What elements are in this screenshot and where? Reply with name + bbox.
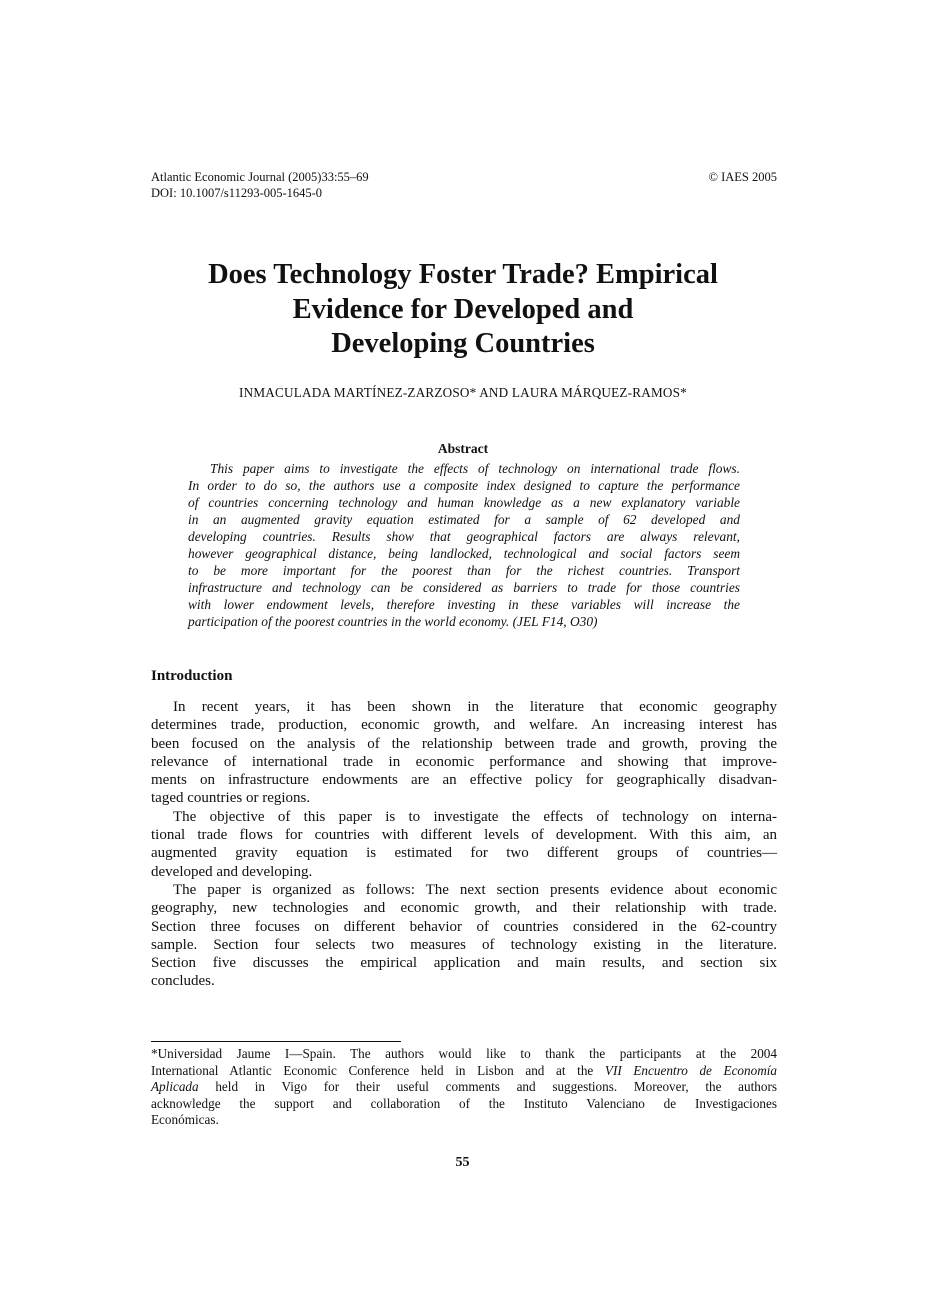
footnote-line: *Universidad Jaume I—Spain. The authors would like to thank the participants at the 2004 [151, 1046, 777, 1061]
section-heading-introduction: Introduction [151, 668, 233, 684]
doi: DOI: 10.1007/s11293-005-1645-0 [151, 186, 323, 200]
body-line: The paper is organized as follows: The next section presents evidence about economic [173, 881, 777, 898]
body-line: developed and developing. [151, 863, 313, 880]
paper-title [120, 258, 806, 362]
abstract-line: of countries concerning technology and human knowledge as a new explanatory variable [188, 495, 740, 510]
body-line: taged countries or regions. [151, 790, 311, 807]
abstract-line: In order to do so, the authors use a composite index designed to capture the performance [188, 478, 740, 493]
abstract-line: participation of the poorest countries in the world economy. (JEL F14, O30) [188, 614, 598, 629]
abstract-heading: Abstract [437, 441, 489, 456]
body-line: sample. Section four selects two measures of technology existing in the literature. [151, 936, 777, 953]
footnote-line: Económicas. [151, 1112, 219, 1127]
body-line: concludes. [151, 973, 215, 990]
body-line: Section three focuses on different behavior of countries considered in the 62-country [151, 918, 777, 935]
footnote-conference-name-cont: Aplicada [151, 1079, 199, 1094]
body-line: augmented gravity equation is estimated for two different groups of countries— [151, 845, 777, 862]
body-line: In recent years, it has been shown in the literature that economic geography [173, 699, 777, 715]
abstract-line: in an augmented gravity equation estimated for a sample of 62 developed and [188, 512, 740, 527]
abstract-line: infrastructure and technology can be considered as barriers to trade for those countries [188, 580, 740, 595]
title-line: Developing Countries [331, 328, 595, 359]
body-line: tional trade flows for countries with different levels of development. With this aim, an [151, 827, 777, 844]
abstract-line: This paper aims to investigate the effects of technology on international trade flows. [210, 461, 740, 476]
footnote-line [151, 1079, 777, 1096]
abstract-line: developing countries. Results show that geographical factors are always relevant, [188, 529, 740, 544]
footnote-text: International Atlantic Economic Conference held in Lisbon and at the [151, 1062, 605, 1078]
abstract-text [188, 460, 740, 630]
footnote-divider [151, 1041, 401, 1042]
abstract-line: to be more important for the poorest than for the richest countries. Transport [188, 563, 740, 578]
body-line: The objective of this paper is to investigate the effects of technology on interna- [173, 808, 777, 825]
journal-citation: Atlantic Economic Journal (2005)33:55–69 [151, 170, 369, 184]
abstract-line: however geographical distance, being landlocked, technological and social factors seem [188, 546, 740, 561]
authors: INMACULADA MARTÍNEZ-ZARZOSO* AND LAURA MÁRQUEZ-RAMOS* [239, 385, 687, 400]
footnote-text: held in Vigo for their useful comments and suggestions. Moreover, the authors [198, 1079, 777, 1094]
footnote-conference-name: VII Encuentro de Economía [604, 1062, 777, 1078]
footnote-line: acknowledge the support and collaboration of the Instituto Valenciano de Investigaciones [151, 1095, 777, 1111]
footnote-line [151, 1063, 777, 1080]
running-head [151, 169, 777, 201]
title-line: Evidence for Developed and [292, 293, 634, 325]
copyright-notice: © IAES 2005 [708, 170, 777, 184]
body-line: been focused on the analysis of the relationship between trade and growth, proving the [151, 735, 777, 752]
body-line: geography, new technologies and economic growth, and their relationship with trade. [151, 900, 777, 917]
body-line: Section five discusses the empirical application and main results, and section six [151, 955, 777, 972]
page-number: 55 [455, 1155, 470, 1170]
title-line: Does Technology Foster Trade? Empirical [208, 259, 718, 290]
abstract-line: with lower endowment levels, therefore investing in these variables will increase the [188, 597, 740, 612]
footnote [151, 1046, 777, 1129]
body-line: ments on infrastructure endowments are an effective policy for geographically disadvan- [151, 772, 777, 789]
body-line: determines trade, production, economic growth, and welfare. An increasing interest has [151, 717, 777, 734]
body-line: relevance of international trade in economic performance and showing that improve- [151, 753, 777, 770]
introduction-body [151, 698, 777, 991]
